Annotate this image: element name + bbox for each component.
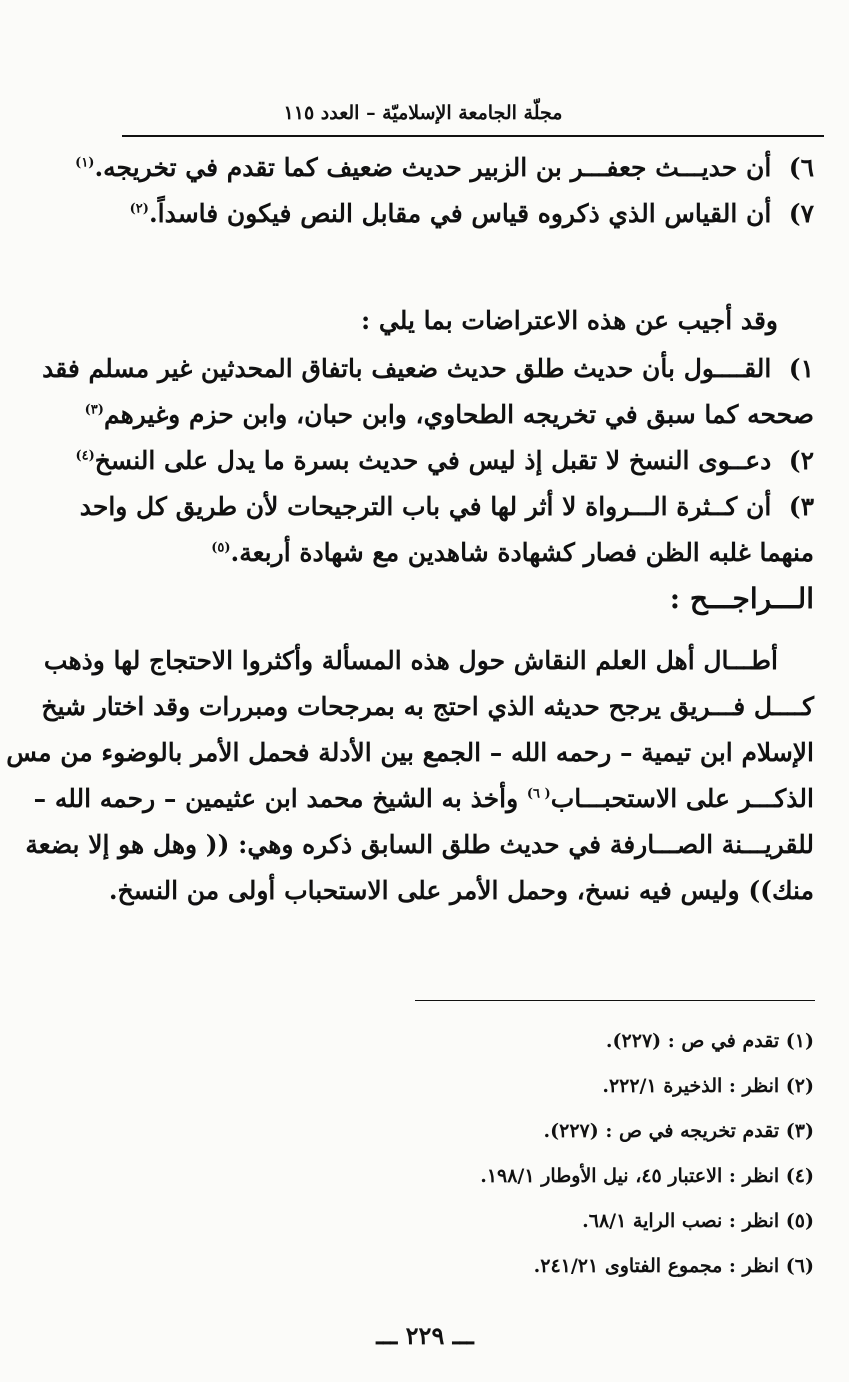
footnote-number: (٦) [785, 1255, 814, 1277]
list-item [100, 191, 814, 237]
footnote [300, 1248, 814, 1293]
top-items [75, 145, 814, 237]
footnote-text: انظر : نصب الراية ٦٨/١. [582, 1210, 780, 1232]
footnote-number: (٢) [785, 1075, 814, 1097]
footnote-ref: ( ٦) [526, 786, 551, 802]
paragraph-line: كــــل فـــريق يرجح حديثه الذي احتج به بمرجحات ومبررات وقد اختار شيخ [41, 692, 814, 721]
footnote-divider [415, 1000, 815, 1001]
paragraph-line: الإسلام ابن تيمية – رحمه الله – الجمع بين الأدلة فحمل الأمر بالوضوء من مس [6, 738, 814, 767]
answers-section [42, 298, 814, 622]
item-text: أن القياس الذي ذكروه قياس في مقابل النص فيكون فاسداً. [148, 199, 772, 228]
paragraph-text: الذكـــر على الاستحبـــاب [550, 784, 814, 813]
footnotes [300, 1023, 814, 1293]
item-text: أن كــثرة الـــرواة لا أثر لها في باب الترجيحات لأن طريق كل واحد [79, 492, 772, 521]
item-number: ٢) [788, 446, 814, 475]
footnote [300, 1113, 814, 1158]
item-text: دعــوى النسخ لا تقبل إذ ليس في حديث بسرة ما يدل على النسخ [94, 446, 772, 475]
footnote-text: انظر : الذخيرة ٢٢٢/١. [602, 1075, 780, 1097]
footnote-ref: (٣) [84, 402, 104, 418]
item-text: أن حديـــث جعفـــر بن الزبير حديث ضعيف كما تقدم في تخريجه. [94, 153, 772, 182]
page-number: ـــ ٢٢٩ ـــ [376, 1321, 474, 1350]
footnote-ref: (٥) [211, 540, 231, 556]
paragraph-line: أطـــال أهل العلم النقاش حول هذه المسألة وأكثروا الاحتجاج لها وذهب [43, 646, 778, 675]
list-item-continuation [100, 530, 814, 576]
section-heading: الـــراجـــح : [669, 582, 814, 615]
footnote-number: (٣) [785, 1120, 814, 1142]
footnote-ref: (١) [75, 155, 95, 171]
header-divider [122, 135, 824, 137]
conclusion-paragraph [6, 638, 814, 914]
list-item-continuation [84, 392, 814, 438]
item-text: القــــول بأن حديث طلق حديث ضعيف باتفاق المحدثين غير مسلم فقد [42, 354, 772, 383]
footnote [300, 1068, 814, 1113]
footnote-text: تقدم تخريجه في ص : (٢٢٧). [543, 1120, 780, 1142]
footnote [300, 1158, 814, 1203]
list-item [42, 346, 814, 392]
journal-header: مجلّة الجامعة الإسلاميّة – العدد ١١٥ [283, 102, 563, 124]
list-item [79, 484, 814, 530]
paragraph-line: منك)) وليس فيه نسخ، وحمل الأمر على الاستحباب أولى من النسخ. [108, 876, 814, 905]
footnote [300, 1203, 814, 1248]
item-text: منهما غلبه الظن فصار كشهادة شاهدين مع شهادة أربعة. [230, 538, 814, 567]
footnote-ref: (٤) [75, 448, 95, 464]
list-item [75, 438, 814, 484]
item-number: ١) [788, 354, 814, 383]
footnote-text: تقدم في ص : (٢٢٧). [605, 1030, 780, 1052]
intro-line: وقد أجيب عن هذه الاعتراضات بما يلي : [360, 306, 778, 335]
paragraph-line: للقريـــنة الصـــارفة في حديث طلق السابق ذكره وهي: (( وهل هو إلا بضعة [25, 830, 814, 859]
footnote-text: انظر : الاعتبار ٤٥، نيل الأوطار ١٩٨/١. [480, 1165, 780, 1187]
item-number: ٧) [788, 199, 814, 228]
paragraph-line [33, 776, 814, 822]
footnote [300, 1023, 814, 1068]
item-text: صححه كما سبق في تخريجه الطحاوي، وابن حبان، وابن حزم وغيرهم [103, 400, 814, 429]
footnote-number: (٥) [785, 1210, 814, 1232]
footnote-ref: (٢) [129, 201, 149, 217]
paragraph-text: وأخذ به الشيخ محمد ابن عثيمين – رحمه الله – [33, 784, 527, 813]
footnote-text: انظر : مجموع الفتاوى ٢٤١/٢١. [533, 1255, 780, 1277]
item-number: ٣) [788, 492, 814, 521]
footnote-number: (١) [785, 1030, 814, 1052]
item-number: ٦) [788, 153, 814, 182]
footnote-number: (٤) [785, 1165, 814, 1187]
list-item [75, 145, 814, 191]
